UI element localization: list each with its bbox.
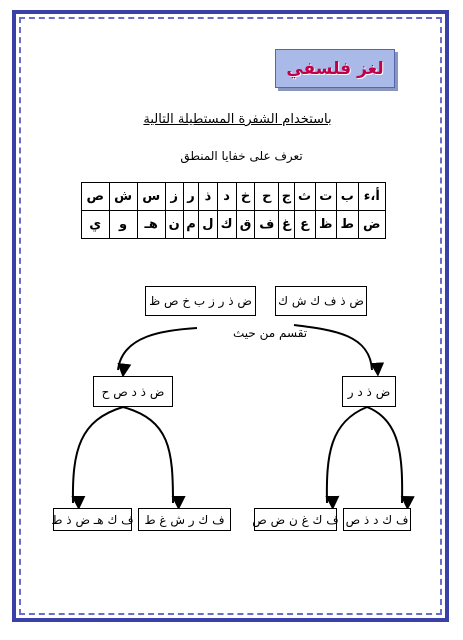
- mid-right-box: ض ذ د ر: [342, 376, 396, 407]
- title-text: لغز فلسفي: [286, 58, 384, 79]
- cipher-cell: خ: [236, 183, 255, 211]
- connector-left-branch: [118, 328, 197, 370]
- cipher-cell: ق: [236, 211, 255, 239]
- cipher-cell: ز: [165, 183, 183, 211]
- cipher-cell: د: [217, 183, 236, 211]
- cipher-cell: أ،ء: [358, 183, 385, 211]
- cipher-cell: ش: [109, 183, 137, 211]
- cipher-cell: ت: [315, 183, 337, 211]
- connector-ll: [73, 407, 123, 503]
- cipher-cell: هـ: [137, 211, 165, 239]
- connector-rl: [327, 407, 367, 503]
- cipher-cell: ب: [337, 183, 359, 211]
- cipher-cell: ص: [82, 183, 110, 211]
- cipher-cell: ح: [255, 183, 279, 211]
- top-left-box: ض ذ ر ز ب خ ص ظ: [145, 286, 256, 316]
- cipher-cell: ط: [337, 211, 359, 239]
- subheading-text: تعرف على خفايا المنطق: [180, 149, 303, 163]
- leaf-center-right: ف ك غ ن ض ص: [254, 508, 337, 531]
- connector-lr: [123, 407, 173, 503]
- cipher-cell: ك: [217, 211, 236, 239]
- cipher-cell: ث: [294, 183, 315, 211]
- cipher-cell: ل: [199, 211, 217, 239]
- leaf-center-left: ف ك ر ش غ ط: [138, 508, 231, 531]
- cipher-cell: ذ: [199, 183, 217, 211]
- cipher-cell: ع: [294, 211, 315, 239]
- cipher-cell: و: [109, 211, 137, 239]
- cipher-cell: ر: [183, 183, 199, 211]
- cipher-cell: ج: [279, 183, 294, 211]
- cipher-cell: ظ: [315, 211, 337, 239]
- leaf-far-right: ف ك د ذ ص: [343, 508, 411, 531]
- cipher-cell: ي: [82, 211, 110, 239]
- cipher-cell: س: [137, 183, 165, 211]
- connector-label: تقسم من حيث: [233, 326, 308, 340]
- cipher-cell: م: [183, 211, 199, 239]
- top-right-box: ض ذ ف ك ش ك: [275, 286, 367, 316]
- cipher-cell: غ: [279, 211, 294, 239]
- cipher-cell: ف: [255, 211, 279, 239]
- mid-left-box: ض ذ د ص ح: [93, 376, 173, 407]
- leaf-far-left: ف ك هـ ض ذ ط: [53, 508, 132, 531]
- connector-rr: [367, 407, 402, 503]
- cipher-cell: ض: [358, 211, 385, 239]
- heading-text: باستخدام الشفرة المستطيلة التالية: [143, 112, 332, 127]
- cipher-cell: ن: [165, 211, 183, 239]
